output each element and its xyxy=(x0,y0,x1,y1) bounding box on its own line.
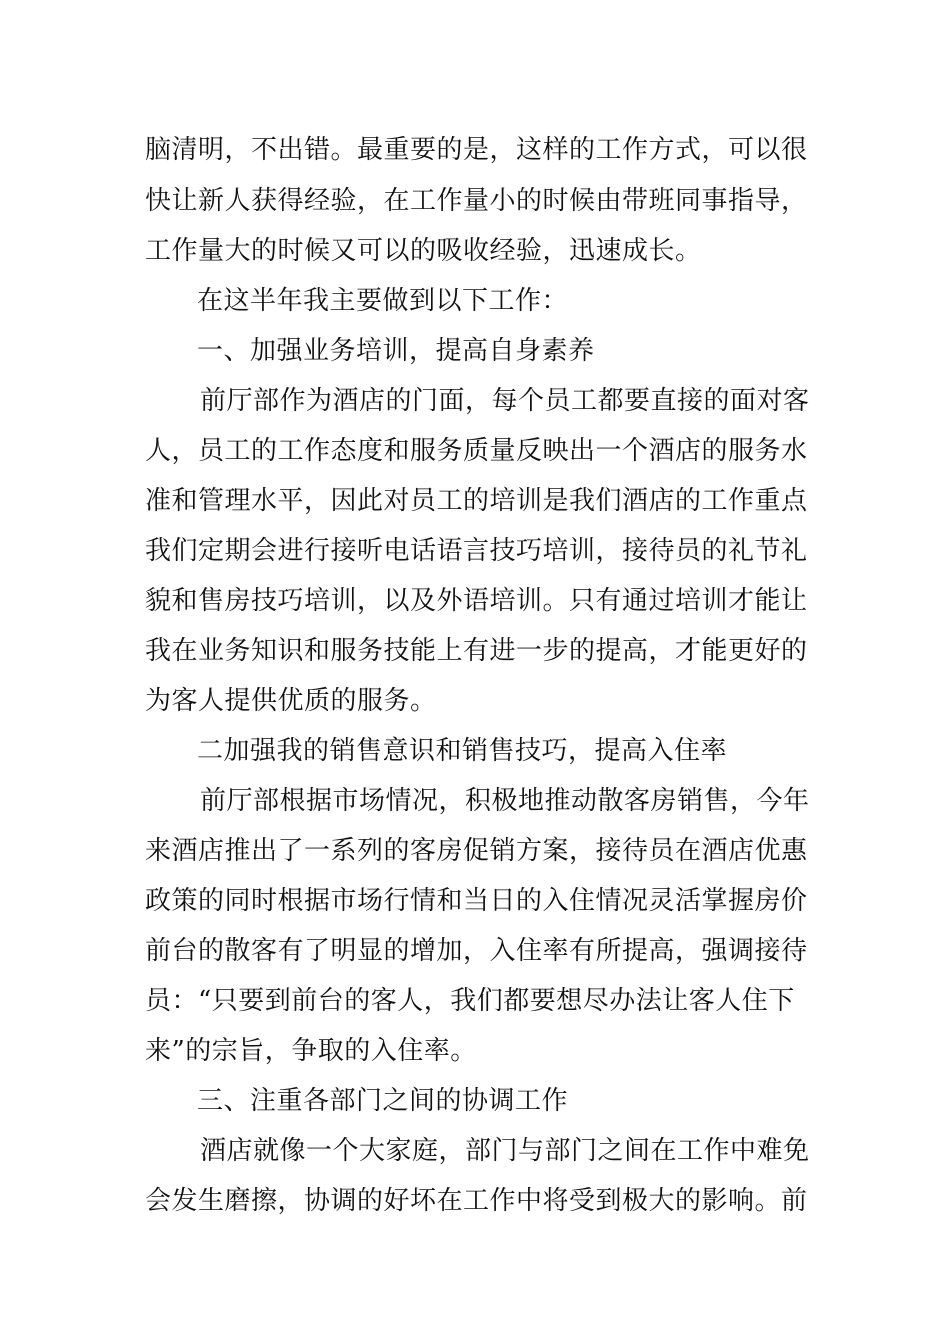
paragraph-line: 政策的同时根据市场行情和当日的入住情况灵活掌握房价 xyxy=(145,886,808,916)
paragraph-line: 酒店就像一个大家庭，部门与部门之间在工作中难免 xyxy=(200,1136,810,1166)
paragraph-line: 我们定期会进行接听电话语言技巧培训，接待员的礼节礼 xyxy=(145,536,808,566)
paragraph-line: 脑清明，不出错。最重要的是，这样的工作方式，可以很 xyxy=(145,135,808,165)
paragraph-line: 来”的宗旨，争取的入住率。 xyxy=(145,1036,477,1066)
paragraph-line: 人，员工的工作态度和服务质量反映出一个酒店的服务水 xyxy=(145,436,808,466)
section-heading: 二加强我的销售意识和销售技巧，提高入住率 xyxy=(197,736,728,766)
paragraph-line: 来酒店推出了一系列的客房促销方案，接待员在酒店优惠 xyxy=(145,836,808,866)
paragraph-line: 为客人提供优质的服务。 xyxy=(145,686,437,716)
paragraph-line: 工作量大的时候又可以的吸收经验，迅速成长。 xyxy=(145,236,702,266)
paragraph-line: 前厅部根据市场情况，积极地推动散客房销售，今年 xyxy=(200,786,810,816)
paragraph-line: 准和管理水平，因此对员工的培训是我们酒店的工作重点 xyxy=(145,486,808,516)
paragraph-line: 快让新人获得经验，在工作量小的时候由带班同事指导， xyxy=(145,186,808,216)
section-heading: 三、注重各部门之间的协调工作 xyxy=(197,1086,569,1116)
paragraph-line: 我在业务知识和服务技能上有进一步的提高，才能更好的 xyxy=(145,636,808,666)
paragraph-line: 貌和售房技巧培训，以及外语培训。只有通过培训才能让 xyxy=(145,586,808,616)
section-heading: 一、加强业务培训，提高自身素养 xyxy=(197,336,595,366)
paragraph-line: 员：“只要到前台的客人，我们都要想尽办法让客人住下 xyxy=(145,986,795,1016)
paragraph-intro: 在这半年我主要做到以下工作： xyxy=(197,286,569,316)
paragraph-line: 前台的散客有了明显的增加，入住率有所提高，强调接待 xyxy=(145,936,808,966)
paragraph-line: 前厅部作为酒店的门面，每个员工都要直接的面对客 xyxy=(200,386,810,416)
paragraph-line: 会发生磨擦，协调的好坏在工作中将受到极大的影响。前 xyxy=(145,1186,808,1216)
